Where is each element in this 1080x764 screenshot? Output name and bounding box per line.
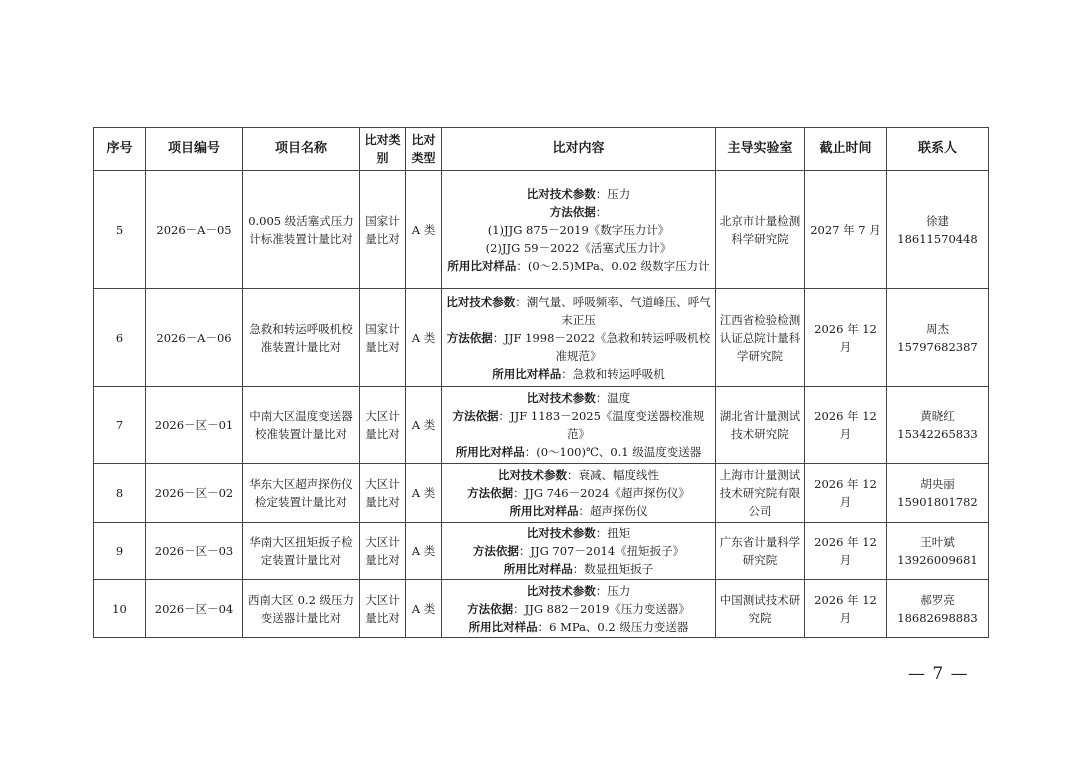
sample <box>445 560 712 578</box>
method-basis-value: ：JJF 1183－2025《温度变送器校准规范》 <box>498 409 705 441</box>
method-basis-item: (1)JJG 875－2019《数字压力计》 <box>487 222 670 237</box>
header-seq: 序号 <box>94 128 146 171</box>
row-lab: 上海市计量测试技术研究院有限公司 <box>716 464 805 523</box>
row-contact <box>887 387 989 464</box>
sample-value: ：(0～2.5)MPa、0.02 级数字压力计 <box>516 258 710 273</box>
row-type: A 类 <box>406 580 442 638</box>
sample-label: 所用比对样品 <box>468 619 538 634</box>
row-seq: 9 <box>94 523 146 580</box>
sample-label: 所用比对样品 <box>455 445 525 459</box>
row-category: 大区计量比对 <box>360 523 406 580</box>
tech-params-label: 比对技术参数 <box>498 468 567 482</box>
row-content <box>442 387 716 464</box>
tech-params-label: 比对技术参数 <box>526 526 596 540</box>
header-contact: 联系人 <box>887 128 989 171</box>
tech-params <box>445 389 712 407</box>
header-lab: 主导实验室 <box>716 128 805 171</box>
sample <box>445 618 712 636</box>
method-basis-label: 方法依据 <box>472 544 519 558</box>
table-row <box>94 580 989 638</box>
method-basis <box>445 203 712 221</box>
row-content <box>442 580 716 638</box>
row-deadline: 2026 年 12 月 <box>805 464 887 523</box>
contact-name: 周杰 <box>926 321 949 336</box>
row-contact <box>887 171 989 289</box>
table-row <box>94 387 989 464</box>
method-basis-label: 方法依据 <box>549 204 596 219</box>
table-body <box>94 171 989 638</box>
row-contact <box>887 289 989 387</box>
tech-params-label: 比对技术参数 <box>526 186 596 201</box>
sample <box>445 257 712 275</box>
method-basis-value: ：JJF 1998－2022《急救和转运呼吸机校准规范》 <box>492 330 711 363</box>
row-lab: 北京市计量检测科学研究院 <box>716 171 805 289</box>
contact-phone: 13926009681 <box>897 553 978 567</box>
row-type: A 类 <box>406 464 442 523</box>
table-row <box>94 171 989 289</box>
tech-params-label: 比对技术参数 <box>446 294 516 309</box>
row-seq: 8 <box>94 464 146 523</box>
row-code: 2026－A－05 <box>146 171 243 289</box>
method-basis-label: 方法依据 <box>446 330 493 345</box>
row-deadline: 2026 年 12 月 <box>805 523 887 580</box>
tech-params <box>445 293 712 329</box>
contact-phone: 15797682387 <box>897 339 978 354</box>
tech-params-value: ：扭矩 <box>595 526 631 540</box>
tech-params <box>445 582 712 600</box>
row-seq: 5 <box>94 171 146 289</box>
header-code: 项目编号 <box>146 128 243 171</box>
sample-value: ：6 MPa、0.2 级压力变送器 <box>537 619 689 634</box>
contact-name: 郝罗亮 <box>920 592 955 607</box>
contact-phone: 18611570448 <box>897 231 978 246</box>
row-project-name: 华南大区扭矩扳子检定装置计量比对 <box>243 523 360 580</box>
method-basis-value: ：JJG 746－2024《超声探伤仪》 <box>513 486 690 500</box>
header-type: 比对类型 <box>406 128 442 171</box>
method-basis <box>445 407 712 443</box>
row-lab: 江西省检验检测认证总院计量科学研究院 <box>716 289 805 387</box>
tech-params-label: 比对技术参数 <box>526 583 596 598</box>
sample <box>445 502 712 520</box>
row-code: 2026－区－01 <box>146 387 243 464</box>
sample-value: ：急救和转运呼吸机 <box>561 366 665 381</box>
sample <box>445 365 712 383</box>
header-deadline: 截止时间 <box>805 128 887 171</box>
method-basis <box>445 542 712 560</box>
header-name: 项目名称 <box>243 128 360 171</box>
row-deadline: 2026 年 12 月 <box>805 289 887 387</box>
sample-label: 所用比对样品 <box>447 258 517 273</box>
table-header-row <box>94 128 989 171</box>
row-type: A 类 <box>406 289 442 387</box>
method-basis-item: (2)JJG 59－2022《活塞式压力计》 <box>485 240 672 255</box>
page-number: — 7 — <box>908 664 969 684</box>
method-basis-label: 方法依据 <box>467 601 514 616</box>
tech-params <box>445 185 712 203</box>
header-content: 比对内容 <box>442 128 716 171</box>
row-code: 2026－区－03 <box>146 523 243 580</box>
table-row <box>94 464 989 523</box>
tech-params-value: ：衰减、幅度线性 <box>567 468 659 482</box>
row-category: 国家计量比对 <box>360 171 406 289</box>
tech-params-value: ：温度 <box>595 391 631 405</box>
sample-value: ：超声探伤仪 <box>578 504 648 518</box>
tech-params-value: ：潮气量、呼吸频率、气道峰压、呼气末正压 <box>515 294 711 327</box>
method-basis <box>445 600 712 618</box>
method-basis-label: 方法依据 <box>452 409 499 423</box>
sample <box>445 443 712 461</box>
tech-params <box>445 466 712 484</box>
row-code: 2026－区－02 <box>146 464 243 523</box>
row-type: A 类 <box>406 171 442 289</box>
contact-phone: 18682698883 <box>897 610 978 625</box>
row-contact <box>887 580 989 638</box>
method-basis-label: 方法依据 <box>467 486 514 500</box>
method-basis <box>445 484 712 502</box>
tech-params-label: 比对技术参数 <box>526 391 596 405</box>
sample-value: ：(0～100)℃、0.1 级温度变送器 <box>524 445 702 459</box>
sample-label: 所用比对样品 <box>509 504 579 518</box>
row-project-name: 中南大区温度变送器校准装置计量比对 <box>243 387 360 464</box>
row-seq: 6 <box>94 289 146 387</box>
row-deadline: 2026 年 12 月 <box>805 580 887 638</box>
method-basis-value: ：JJG 707－2014《扭矩扳子》 <box>518 544 685 558</box>
row-category: 大区计量比对 <box>360 387 406 464</box>
row-contact <box>887 464 989 523</box>
contact-phone: 15342265833 <box>897 427 978 441</box>
comparison-table <box>93 127 989 638</box>
row-content <box>442 171 716 289</box>
row-lab: 广东省计量科学研究院 <box>716 523 805 580</box>
row-code: 2026－A－06 <box>146 289 243 387</box>
row-lab: 湖北省计量测试技术研究院 <box>716 387 805 464</box>
row-category: 国家计量比对 <box>360 289 406 387</box>
contact-phone: 15901801782 <box>897 495 978 509</box>
row-project-name: 急救和转运呼吸机校准装置计量比对 <box>243 289 360 387</box>
contact-name: 徐建 <box>926 213 949 228</box>
table-row <box>94 523 989 580</box>
row-category: 大区计量比对 <box>360 580 406 638</box>
row-deadline: 2026 年 12 月 <box>805 387 887 464</box>
row-type: A 类 <box>406 523 442 580</box>
row-seq: 7 <box>94 387 146 464</box>
row-content <box>442 289 716 387</box>
row-lab: 中国测试技术研究院 <box>716 580 805 638</box>
row-project-name: 西南大区 0.2 级压力变送器计量比对 <box>243 580 360 638</box>
sample-label: 所用比对样品 <box>503 562 573 576</box>
table-row <box>94 289 989 387</box>
row-seq: 10 <box>94 580 146 638</box>
contact-name: 王叶斌 <box>920 535 955 549</box>
tech-params-value: ：压力 <box>595 186 631 201</box>
sample-label: 所用比对样品 <box>492 366 562 381</box>
row-content <box>442 464 716 523</box>
row-contact <box>887 523 989 580</box>
row-project-name: 华东大区超声探伤仪检定装置计量比对 <box>243 464 360 523</box>
row-type: A 类 <box>406 387 442 464</box>
method-basis-value: ：JJG 882－2019《压力变送器》 <box>513 601 690 616</box>
row-code: 2026－区－04 <box>146 580 243 638</box>
method-basis-value: ： <box>595 204 608 219</box>
row-deadline: 2027 年 7 月 <box>805 171 887 289</box>
contact-name: 黄晓红 <box>920 409 955 423</box>
tech-params <box>445 524 712 542</box>
contact-name: 胡央丽 <box>920 477 955 491</box>
sample-value: ：数显扭矩扳子 <box>572 562 654 576</box>
tech-params-value: ：压力 <box>595 583 631 598</box>
row-content <box>442 523 716 580</box>
row-project-name: 0.005 级活塞式压力计标准装置计量比对 <box>243 171 360 289</box>
method-basis <box>445 329 712 365</box>
row-category: 大区计量比对 <box>360 464 406 523</box>
header-category: 比对类别 <box>360 128 406 171</box>
